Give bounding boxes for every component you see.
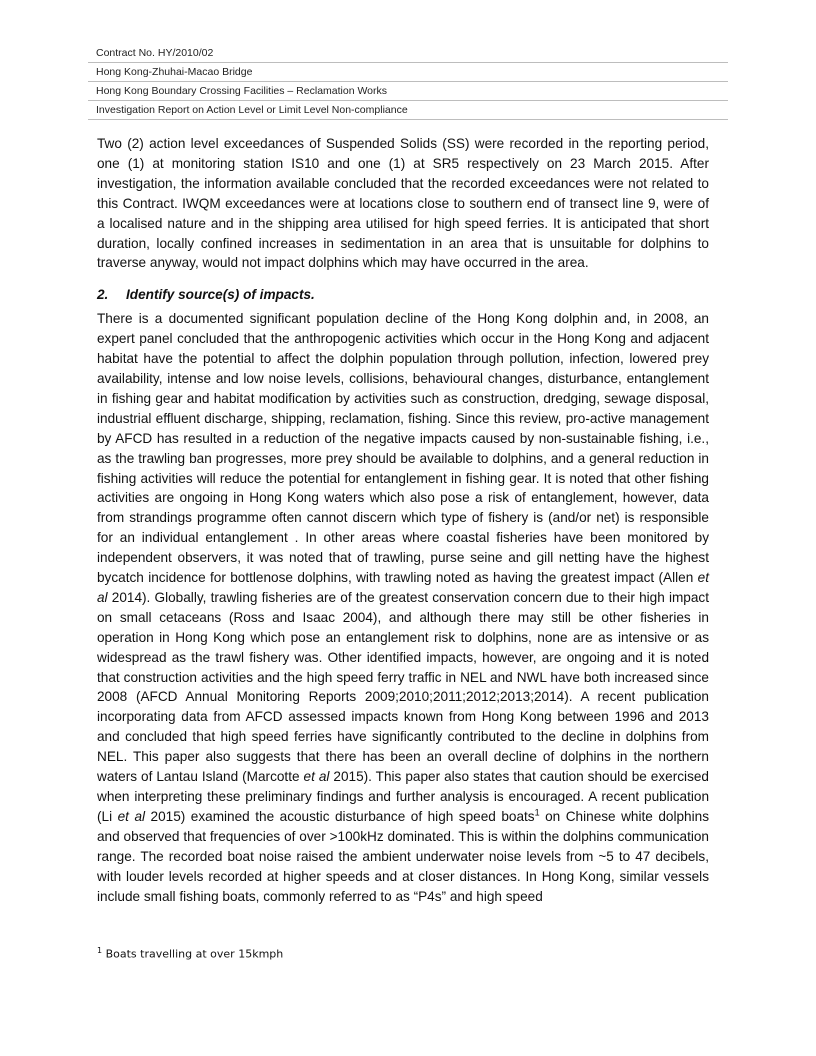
document-body: [97, 134, 709, 906]
body-text-1: There is a documented significant population decline of the Hong Kong dolphin and, in 2008, an expert panel concluded that the anthropogenic activities which occur in the Hong Kong and adjacent habitat have the potential to affect the dolphin population through pollution, infection, lowered prey availability, intense and low noise levels, collisions, behavioural changes, disturbance, entanglement in fishing gear and habitat modification by activities such as construction, dredging, sewage disposal, industrial effluent discharge, shipping, reclamation, fishing. Since this review, pro-active management by AFCD has resulted in a reduction of the negative impacts caused by non-sustainable fishing, i.e., as the trawling ban progresses, more prey should be available to dolphins, and a general reduction in fishing activities will reduce the potential for entanglement in fishing gear. It is noted that other fishing activities are ongoing in Hong Kong waters which also pose a risk of entanglement, however, data from strandings programme often cannot discern which type of fishery is (and/or net) is responsible for an individual entanglement . In other areas where coastal fisheries have been monitored by independent observers, it was noted that of trawling, purse seine and gill netting have the highest bycatch incidence for bottlenose dolphins, with trawling noted as having the greatest impact (Allen: [97, 311, 709, 586]
body-text-3: 2015). This paper also states that caution should be exercised when interpreting these preliminary findings and further analysis is encouraged. A recent publication (Li: [97, 769, 709, 824]
section-heading: [97, 285, 709, 305]
footnote-reference[interactable]: 1: [534, 807, 540, 818]
citation-etal-marcotte: et al: [303, 769, 330, 785]
body-text-2: 2014). Globally, trawling fisheries are of the greatest conservation concern due to their high impact on small cetaceans (Ross and Isaac 2004), and although there may still be other fisheries in operation in Hong Kong which pose an entanglement risk to dolphins, none are as intensive or as widespread as the trawl fishery was. Other identified impacts, however, are ongoing and it is noted that construction activities and the high speed ferry traffic in NEL and NWL have both increased since 2008 (AFCD Annual Monitoring Reports 2009;2010;2011;2012;2013;2014). A recent publication incorporating data from AFCD assessed impacts known from Hong Kong between 1996 and 2013 and concluded that high speed ferries have significantly contributed to the decline in dolphins from NEL. This paper also suggests that there has been an overall decline of dolphins in the northern waters of Lantau Island (Marcotte: [97, 589, 709, 785]
intro-paragraph: Two (2) action level exceedances of Suspended Solids (SS) were recorded in the reporting period, one (1) at monitoring station IS10 and one (1) at SR5 respectively on 23 March 2015. After investigation, the information available concluded that the recorded exceedances were not related to this Contract. IWQM exceedances were at locations close to southern end of transect line 9, were of a localised nature and in the shipping area utilised for high speed ferries. It is anticipated that short duration, locally confined increases in sedimentation in an area that is unsuitable for dolphins to traverse anyway, would not impact dolphins which may have occurred in the area.: [97, 136, 709, 271]
header-facility-name: Hong Kong Boundary Crossing Facilities – Reclamation Works: [88, 82, 728, 101]
section-title: Identify source(s) of impacts.: [126, 287, 315, 303]
citation-etal-li: et al: [117, 808, 146, 824]
footnote: [97, 944, 283, 962]
footnote-text: Boats travelling at over 15kmph: [102, 947, 284, 961]
citation-etal-allen: et al: [97, 570, 709, 605]
header-project-name: Hong Kong-Zhuhai-Macao Bridge: [88, 63, 728, 82]
footnote-number: 1: [97, 946, 103, 955]
body-text-4: 2015) examined the acoustic disturbance of high speed boats: [145, 808, 535, 824]
body-text-5: on Chinese white dolphins and observed that frequencies of over >100kHz dominated. This is within the dolphins communication range. The recorded boat noise raised the ambient underwater noise levels from ~5 to 47 decibels, with louder levels recorded at higher speeds and at closer distances. In Hong Kong, similar vessels include small fishing boats, commonly referred to as “P4s” and high speed: [97, 808, 709, 904]
body-paragraph: [97, 309, 709, 906]
page-header: [88, 44, 728, 120]
footnote-separator: [97, 930, 267, 931]
header-report-title: Investigation Report on Action Level or Limit Level Non-compliance: [88, 101, 728, 120]
section-number: 2.: [97, 287, 109, 303]
header-contract-number: Contract No. HY/2010/02: [88, 44, 728, 63]
